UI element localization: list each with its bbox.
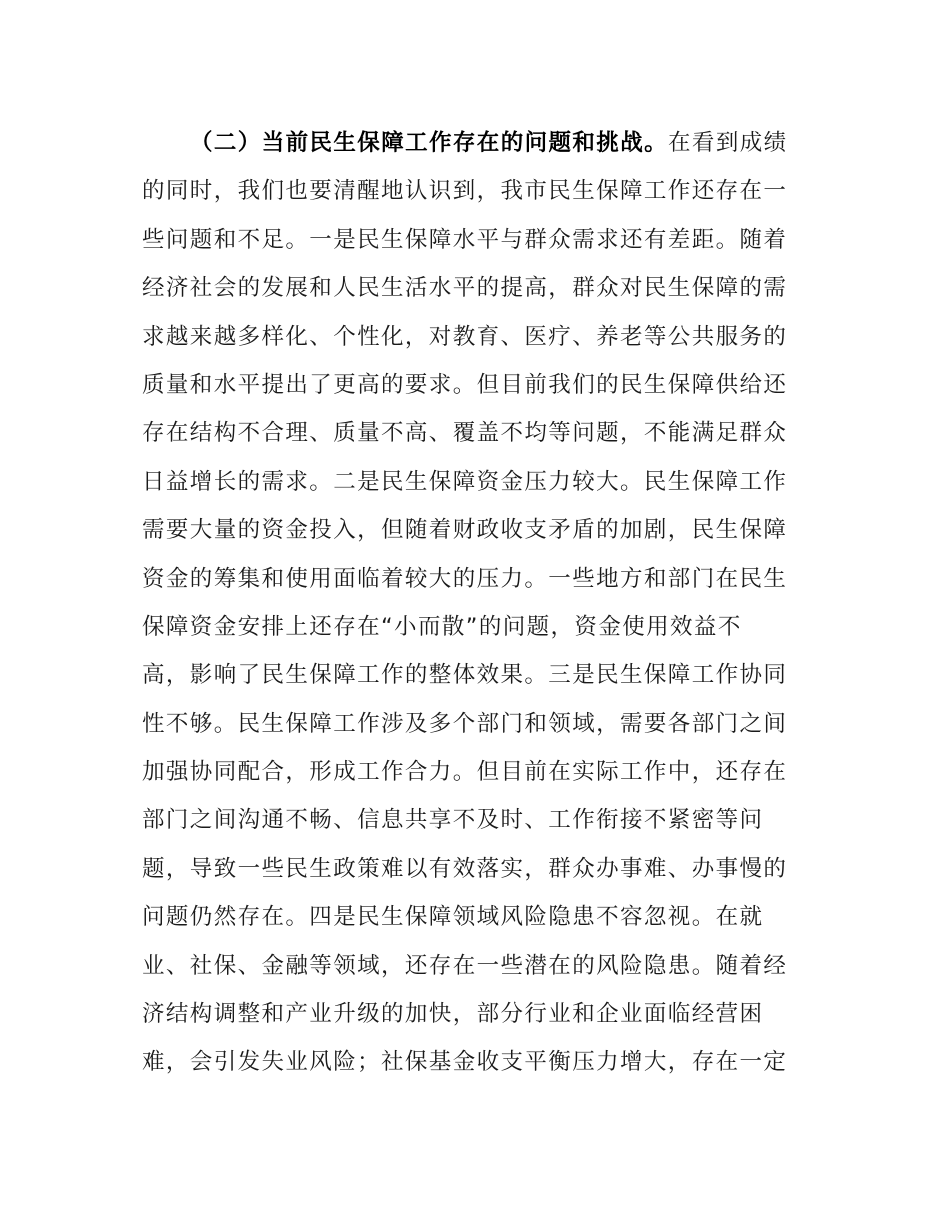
paragraph-line-12: 高，影响了民生保障工作的整体效果。三是民生保障工作协同 [142,662,788,689]
paragraph-line-7: 存在结构不合理、质量不高、覆盖不均等问题，不能满足群众 [142,420,788,447]
paragraph-line-13: 性不够。民生保障工作涉及多个部门和领域，需要各部门之间 [142,710,788,737]
paragraph-line-1 [142,119,812,167]
paragraph-line-3: 些问题和不足。一是民生保障水平与群众需求还有差距。随着 [142,226,788,253]
paragraph-line-4: 经济社会的发展和人民生活水平的提高，群众对民生保障的需 [142,275,788,302]
paragraph-line-19: 济结构调整和产业升级的加快，部分行业和企业面临经营困 [142,1001,764,1028]
section-heading: （二）当前民生保障工作存在的问题和挑战。 [190,130,669,156]
paragraph-line-11: 保障资金安排上还存在“小而散”的问题，资金使用效益不 [142,613,742,640]
paragraph-line-8: 日益增长的需求。二是民生保障资金压力较大。民生保障工作 [142,468,788,495]
paragraph-line-6: 质量和水平提出了更高的要求。但目前我们的民生保障供给还 [142,371,788,398]
first-line-text: 在看到成绩 [668,130,788,156]
paragraph-line-15: 部门之间沟通不畅、信息共享不及时、工作衔接不紧密等问 [142,807,764,834]
paragraph-line-14: 加强协同配合，形成工作合力。但目前在实际工作中，还存在 [142,759,788,786]
paragraph-line-20: 难，会引发失业风险；社保基金收支平衡压力增大，存在一定 [142,1049,788,1076]
paragraph-line-17: 问题仍然存在。四是民生保障领域风险隐患不容忽视。在就 [142,904,764,931]
paragraph-line-2: 的同时，我们也要清醒地认识到，我市民生保障工作还存在一 [142,178,788,205]
paragraph-line-16: 题，导致一些民生政策难以有效落实，群众办事难、办事慢的 [142,855,788,882]
body-paragraph [142,119,812,1087]
paragraph-line-10: 资金的筹集和使用面临着较大的压力。一些地方和部门在民生 [142,565,788,592]
paragraph-line-5: 求越来越多样化、个性化，对教育、医疗、养老等公共服务的 [142,323,788,350]
paragraph-line-18: 业、社保、金融等领域，还存在一些潜在的风险隐患。随着经 [142,952,788,979]
paragraph-line-9: 需要大量的资金投入，但随着财政收支矛盾的加剧，民生保障 [142,517,788,544]
